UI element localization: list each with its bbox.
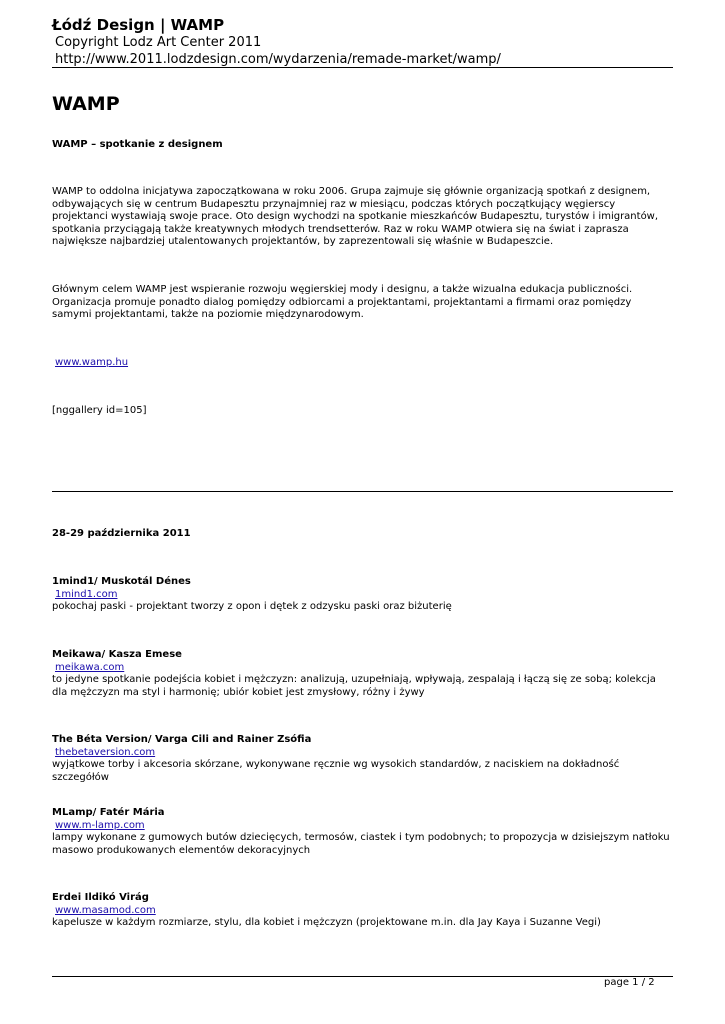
designer-name: MLamp/ Fatér Mária [52,807,165,818]
designer-name: 1mind1/ Muskotál Dénes [52,576,191,587]
designer-link[interactable]: 1mind1.com [55,588,118,600]
designer-link[interactable]: www.m-lamp.com [55,819,145,831]
page-indicator: page 1 / 2 [604,977,655,988]
designer-link[interactable]: meikawa.com [55,661,125,673]
designer-name: Meikawa/ Kasza Emese [52,649,182,660]
article-paragraph-1: WAMP to oddolna inicjatywa zapoczątkowana w roku 2006. Grupa zajmuje się głównie organizacją spotkań z designem, odbywających się w centrum Budapesztu przynajmniej raz w miesiącu, podczas których początkujący węgierscy projektanci wystawiają swoje prace. Oto design wychodzi na spotkanie mieszkańców Budapesztu, turystów i imigrantów, spotkania przyciągają także kreatywnych młodych trendsetterów. Raz w roku WAMP otwiera się na świat i zaprasza największe najbardziej utalentowanych projektantów, by zaprezentowali się właśnie w Budapeszcie. [52,186,659,247]
designer-name: Erdei Ildikó Virág [52,892,149,903]
designer-name: The Béta Version/ Varga Cili and Rainer Zsófia [52,734,312,745]
gallery-shortcode: [nggallery id=105] [52,405,147,416]
designer-description: to jedyne spotkanie podejścia kobiet i mężczyzn: analizują, uzupełniają, wpływają, zespalają i łączą się ze sobą; kolekcja dla mężczyzn ma styl i harmonię; ubiór kobiet jest zmysłowy, różny i żywy [52,674,656,698]
website-link-row [52,357,673,370]
designer-entry [52,892,673,930]
source-url: http://www.2011.lodzdesign.com/wydarzenia/remade-market/wamp/ [55,52,501,67]
designer-entry [52,649,673,699]
designer-entry [52,576,673,614]
site-title: Łódź Design | WAMP [52,16,225,34]
designer-entry [52,807,673,857]
page-title: WAMP [52,93,120,115]
section-divider [52,491,673,492]
wamp-website-link[interactable]: www.wamp.hu [55,357,129,368]
designer-link[interactable]: www.masamod.com [55,904,156,916]
article-subheading: WAMP – spotkanie z designem [52,139,223,150]
copyright-line: Copyright Lodz Art Center 2011 [55,35,262,50]
designer-description: kapelusze w każdym rozmiarze, stylu, dla kobiet i mężczyzn (projektowane m.in. dla Jay Kaya i Suzanne Vegi) [52,917,601,928]
designer-description: lampy wykonane z gumowych butów dziecięcych, termosów, ciastek i tym podobnych; to propozycja w dzisiejszym natłoku masowo produkowanych elementów dekoracyjnych [52,832,670,856]
article-paragraph-2: Głównym celem WAMP jest wspieranie rozwoju węgierskiej mody i designu, a także wizualna edukacja publiczności. Organizacja promuje ponadto dialog pomiędzy odbiorcami a projektantami, projektantami a firmami oraz pomiędzy samymi projektantami, także na poziomie międzynarodowym. [52,284,633,320]
designer-description: pokochaj paski - projektant tworzy z opon i dętek z odzysku paski oraz biżuterię [52,601,452,612]
designer-link[interactable]: thebetaversion.com [55,746,156,758]
document-header [52,16,673,68]
event-dates: 28-29 października 2011 [52,528,191,539]
footer-divider [52,976,673,977]
header-divider [52,67,673,68]
designer-description: wyjątkowe torby i akcesoria skórzane, wykonywane ręcznie wg wysokich standardów, z naciskiem na dokładność szczegółów [52,759,620,783]
designer-entry [52,734,673,784]
